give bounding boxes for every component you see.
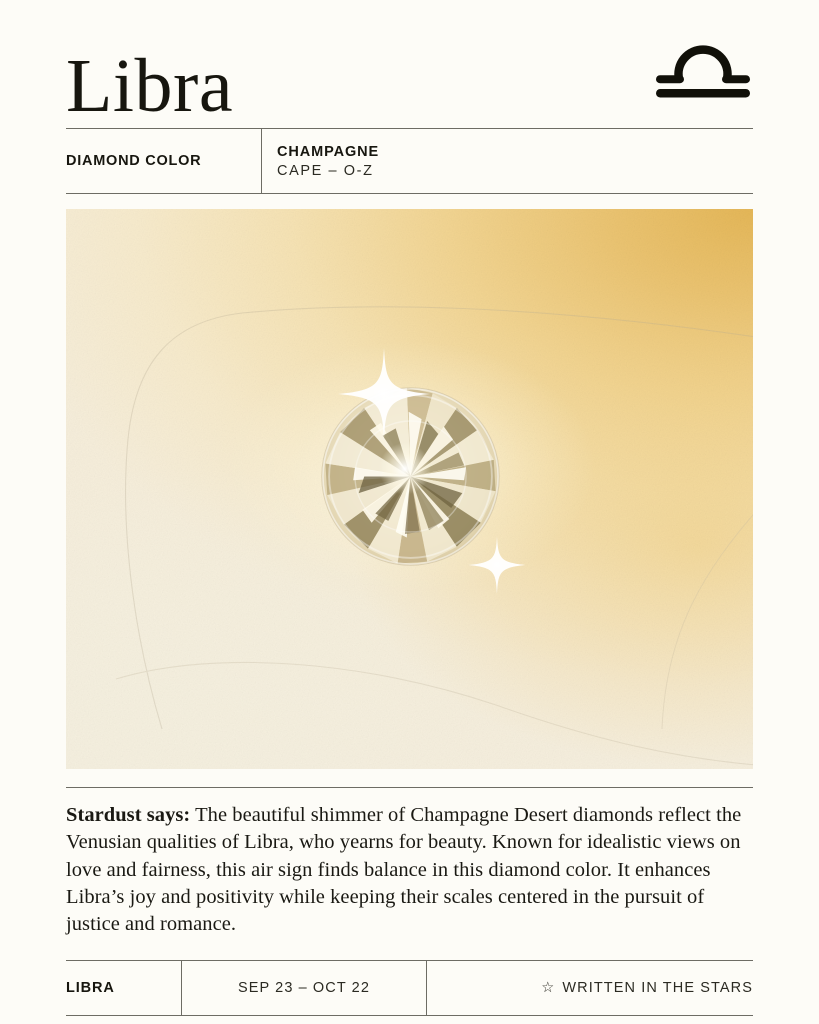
round-brilliant-diamond-icon: [318, 384, 503, 569]
libra-icon: [653, 41, 753, 106]
footer-tagline-label: WRITTEN IN THE STARS: [562, 980, 753, 997]
diamond-color-label: DIAMOND COLOR: [66, 153, 202, 169]
diamond-image-panel: [66, 209, 753, 769]
star-icon: ☆: [541, 980, 556, 996]
stardust-lead-in: Stardust says:: [66, 804, 191, 826]
footer-bottom-divider: [66, 1015, 753, 1016]
meta-label-cell: [66, 129, 261, 193]
stardust-description: [66, 788, 753, 938]
footer-sign-name: LIBRA: [66, 980, 115, 997]
card-header: [66, 0, 753, 128]
page-title: Libra: [66, 43, 234, 128]
card-footer: [66, 961, 753, 1015]
footer-date-range: SEP 23 – OCT 22: [237, 980, 371, 997]
diamond-color-grade: CAPE – O-Z: [277, 162, 374, 179]
diamond-color-name: CHAMPAGNE: [277, 143, 380, 160]
meta-row: [66, 129, 753, 193]
meta-value-cell: [262, 129, 379, 193]
meta-divider: [66, 193, 753, 194]
footer-tagline: [427, 961, 753, 1015]
stardust-body-text: The beautiful shimmer of Champagne Desert diamonds reflect the Venusian qualities of Libra, who yearns for beauty. Known for idealistic views on love and fairness, this air sign finds balance in this diamond color. It enhances Libra’s joy and positivity while keeping their scales centered in the pursuit of justice and romance.: [66, 804, 742, 935]
